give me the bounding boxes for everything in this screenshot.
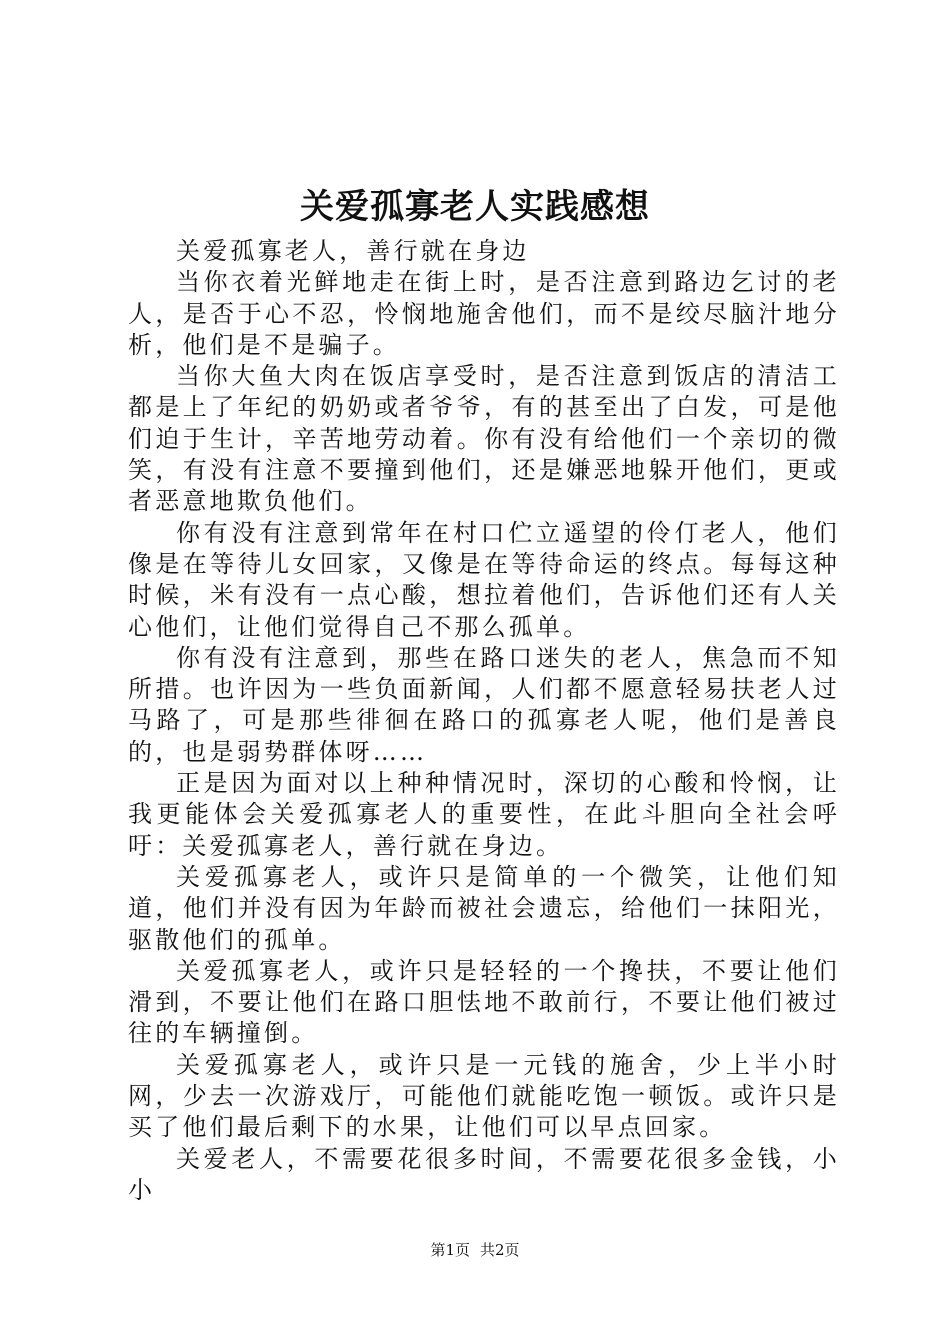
paragraph: 关爱孤寡老人，善行就在身边 bbox=[176, 237, 530, 265]
page-number: 第1页 bbox=[430, 1241, 470, 1259]
paragraph: 关爱孤寡老人，或许只是一元钱的施舍，少上半小时网，少去一次游戏厅，可能他们就能吃饱一顿饭。或许只是买了他们最后剩下的水果，让他们可以早点回家。 bbox=[128, 1050, 840, 1142]
paragraph: 关爱孤寡老人，或许只是简单的一个微笑，让他们知道，他们并没有因为年龄而被社会遗忘，给他们一抹阳光，驱散他们的孤单。 bbox=[128, 862, 840, 954]
paragraph: 当你大鱼大肉在饭店享受时，是否注意到饭店的清洁工都是上了年纪的奶奶或者爷爷，有的甚至出了白发，可是他们迫于生计，辛苦地劳动着。你有没有给他们一个亲切的微笑，有没有注意不要撞到他们，还是嫌恶地躲开他们，更或者恶意地欺负他们。 bbox=[128, 362, 840, 516]
document-title: 关爱孤寡老人实践感想 bbox=[300, 187, 650, 227]
page-total: 共2页 bbox=[480, 1241, 520, 1259]
page-footer bbox=[0, 1239, 950, 1261]
paragraph: 你有没有注意到常年在村口伫立遥望的伶仃老人，他们像是在等待儿女回家，又像是在等待命运的终点。每每这种时候，米有没有一点心酸，想拉着他们，告诉他们还有人关心他们，让他们觉得自己不那么孤单。 bbox=[128, 518, 840, 641]
document-body bbox=[128, 236, 840, 1206]
paragraph: 你有没有注意到，那些在路口迷失的老人，焦急而不知所措。也许因为一些负面新闻，人们都不愿意轻易扶老人过马路了，可是那些徘徊在路口的孤寡老人呢，他们是善良的，也是弱势群体呀…… bbox=[128, 643, 840, 766]
paragraph: 正是因为面对以上种种情况时，深切的心酸和怜悯，让我更能体会关爱孤寡老人的重要性，在此斗胆向全社会呼吁：关爱孤寡老人，善行就在身边。 bbox=[128, 769, 840, 860]
paragraph: 关爱老人，不需要花很多时间，不需要花很多金钱，小小 bbox=[128, 1144, 840, 1204]
paragraph: 关爱孤寡老人，或许只是轻轻的一个搀扶，不要让他们滑到，不要让他们在路口胆怯地不敢前行，不要让他们被过往的车辆撞倒。 bbox=[128, 956, 840, 1048]
paragraph: 当你衣着光鲜地走在街上时，是否注意到路边乞讨的老人，是否于心不忍，怜悯地施舍他们，而不是绞尽脑汁地分析，他们是不是骗子。 bbox=[128, 268, 840, 359]
